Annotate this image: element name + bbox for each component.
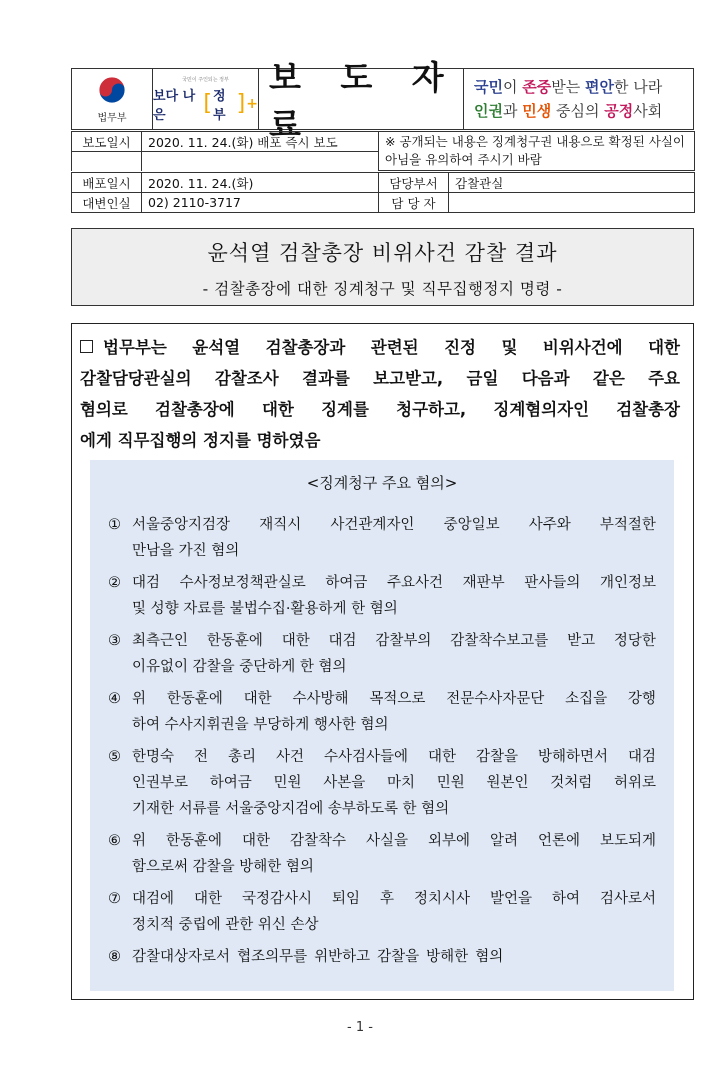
charge-word: 감찰착수 <box>289 833 346 849</box>
charge-word: 총리 <box>227 749 256 765</box>
lead-word: 징계를 <box>321 400 369 419</box>
government-slogan-logo <box>153 69 259 129</box>
charge-word: 대한 <box>427 749 456 765</box>
dist-date-label: 배포일시 <box>72 173 142 193</box>
charge-word: 전 <box>194 749 209 765</box>
blank-cell <box>142 152 379 171</box>
charge-word: 정치시사 <box>413 891 470 907</box>
charge-word: 사실을 <box>365 833 408 849</box>
lead-word: 윤석열 <box>192 338 241 357</box>
doc-type-title: 보 도 자 료 <box>259 69 464 129</box>
charge-word: 감찰대상자로서 <box>132 949 231 965</box>
charge-text <box>132 628 656 654</box>
spokes-label: 대변인실 <box>72 193 142 213</box>
charge-word: 검사로서 <box>599 891 656 907</box>
charge-word: 대한 <box>281 633 310 649</box>
lead-line-1-row <box>80 332 680 363</box>
charge-word: 사본을 <box>323 775 366 791</box>
charge-word: 위 <box>132 833 147 849</box>
lead-word: 비위사건에 <box>542 338 623 357</box>
charge-text <box>132 744 656 770</box>
charge-line <box>108 828 656 854</box>
charge-text <box>132 886 656 912</box>
charge-word: 감찰을 <box>475 749 518 765</box>
charge-word: 대검 <box>328 633 357 649</box>
charge-item <box>108 944 656 970</box>
lead-word: 주요 <box>648 369 680 388</box>
charge-word: 대검에 <box>132 891 175 907</box>
charge-word: 위반하고 <box>314 949 371 965</box>
lead-word: 같은 <box>592 369 625 388</box>
charge-word: 대한 <box>241 833 270 849</box>
charge-line: 기재한 서류를 서울중앙지검에 송부하도록 한 혐의 <box>132 801 450 817</box>
headline-box <box>71 228 694 306</box>
charge-word: 목적으로 <box>369 691 426 707</box>
checkbox-bullet-icon <box>80 340 93 353</box>
charge-word: 받고 <box>567 633 596 649</box>
slogan-tiny-text: 국민이 주인되는 정부 <box>182 76 229 83</box>
charge-word: 국정감사시 <box>241 891 313 907</box>
lead-line-1 <box>103 332 680 363</box>
charge-number: ⑧ <box>108 949 121 965</box>
charge-word: 혐의 <box>475 949 504 965</box>
charge-word: 외부에 <box>427 833 470 849</box>
charge-line <box>108 944 656 970</box>
charge-word: 정당한 <box>613 633 656 649</box>
charge-number: ① <box>108 517 121 533</box>
charge-word: 인권부로 <box>132 775 189 791</box>
lead-word: 진정 <box>444 338 476 357</box>
charge-word: 하여 <box>551 891 580 907</box>
lead-word: 검찰총장에 <box>155 400 235 419</box>
spokes-value: 02) 2110-3717 <box>142 193 379 213</box>
motto-segment: 공정 <box>604 102 634 120</box>
charge-text <box>132 570 656 596</box>
charge-word: 한동훈에 <box>206 633 263 649</box>
report-date-label: 보도일시 <box>72 132 142 152</box>
charge-word: 민원 <box>436 775 465 791</box>
lead-word: 검찰총장 <box>616 400 680 419</box>
charge-word: 감찰을 <box>377 949 420 965</box>
slogan-word: 정부 <box>213 88 226 123</box>
charge-word: 한명숙 <box>132 749 175 765</box>
charge-word: 퇴임 <box>332 891 361 907</box>
charge-word: 위 <box>132 691 147 707</box>
charge-text <box>132 686 656 712</box>
slogan-main-text <box>153 85 258 123</box>
charge-item <box>108 744 656 822</box>
motto-segment: 편안 <box>584 78 614 96</box>
charge-line: 만남을 가진 혐의 <box>132 543 240 559</box>
motto-line-1 <box>474 75 693 99</box>
lead-word: 및 <box>501 338 518 357</box>
dept-value: 감찰관실 <box>449 173 695 193</box>
charge-word: 수사검사들에 <box>323 749 408 765</box>
charge-word: 민원 <box>273 775 302 791</box>
charge-word: 개인정보 <box>599 575 656 591</box>
charge-word: 보도되게 <box>599 833 656 849</box>
charge-number: ⑦ <box>108 891 121 907</box>
release-info-table <box>71 131 695 171</box>
lead-word: 결과를 <box>302 369 350 388</box>
charge-item <box>108 512 656 564</box>
charge-line: 하여 수사지휘권을 부당하게 행사한 혐의 <box>132 717 389 733</box>
charges-heading: <징계청구 주요 혐의> <box>306 474 458 492</box>
charge-line: 정치적 중립에 관한 위신 손상 <box>132 917 319 933</box>
charge-number: ② <box>108 575 121 591</box>
charge-word: 발언을 <box>489 891 532 907</box>
charge-word: 방해한 <box>426 949 469 965</box>
ministry-logo <box>72 69 153 129</box>
charge-line: 함으로써 감찰을 방해한 혐의 <box>132 859 314 875</box>
lead-line-2 <box>80 363 680 394</box>
report-date-value: 2020. 11. 24.(화) 배포 즉시 보도 <box>142 132 379 152</box>
charge-word: 알려 <box>489 833 518 849</box>
ministry-label: 법무부 <box>97 112 127 124</box>
charge-word: 대검 <box>627 749 656 765</box>
charge-word: 언론에 <box>537 833 580 849</box>
lead-word: 감찰조사 <box>214 369 279 388</box>
lead-word: 다음과 <box>521 369 570 388</box>
officer-label: 담 당 자 <box>379 193 449 213</box>
charge-line <box>108 512 656 538</box>
motto-segment: 사회 <box>633 102 663 120</box>
charge-word: 원본인 <box>486 775 529 791</box>
motto-segment: 인권 <box>474 102 503 120</box>
charge-word: 판사들의 <box>524 575 581 591</box>
charge-word: 수사방해 <box>292 691 349 707</box>
dept-label: 담당부서 <box>379 173 449 193</box>
charge-word: 후 <box>379 891 394 907</box>
charge-word: 하여금 <box>325 575 368 591</box>
charge-line <box>108 570 656 596</box>
charge-word: 대한 <box>194 891 223 907</box>
charge-word: 서울중앙지검장 <box>132 517 231 533</box>
charge-number: ④ <box>108 691 121 707</box>
officer-value <box>449 193 695 213</box>
motto-segment: 존중 <box>522 78 552 96</box>
charge-line <box>108 686 656 712</box>
charge-number: ⑥ <box>108 833 121 849</box>
charge-item <box>108 628 656 680</box>
motto-segment: 국민 <box>474 78 503 96</box>
lead-word: 혐의로 <box>80 400 128 419</box>
charge-word: 주요사건 <box>386 575 444 591</box>
charge-word: 최측근인 <box>132 633 189 649</box>
lead-word: 보고받고, <box>373 369 444 388</box>
charge-line <box>108 770 656 796</box>
charge-word: 소집을 <box>565 691 608 707</box>
charge-word: 협조의무를 <box>237 949 308 965</box>
lead-line-3 <box>80 394 680 425</box>
charge-word: 중앙일보 <box>443 517 500 533</box>
lead-word: 금일 <box>466 369 499 388</box>
charge-item <box>108 686 656 738</box>
charge-text <box>132 828 656 854</box>
charge-word: 대한 <box>243 691 272 707</box>
charge-word: 대검 <box>132 575 161 591</box>
charge-word: 감찰부의 <box>375 633 432 649</box>
charge-number: ③ <box>108 633 121 649</box>
bracket-open-icon: [ <box>203 91 212 116</box>
charge-word: 것처럼 <box>550 775 593 791</box>
charge-word: 방해하면서 <box>537 749 608 765</box>
charge-number: ⑤ <box>108 749 121 765</box>
lead-word: 대한 <box>261 400 294 419</box>
charge-word: 사건관계자인 <box>330 517 415 533</box>
lead-word: 관련된 <box>370 338 419 357</box>
charge-word: 재직시 <box>259 517 302 533</box>
charge-line <box>108 744 656 770</box>
charges-panel <box>90 460 674 991</box>
lead-line-4: 에게 직무집행의 정지를 명하였음 <box>80 431 321 450</box>
lead-word: 청구하고, <box>396 400 467 419</box>
slogan-prefix: 보다 나은 <box>153 88 196 123</box>
lead-paragraph <box>80 332 680 456</box>
charge-word: 감찰착수보고를 <box>450 633 549 649</box>
charge-word: 한동훈에 <box>166 691 223 707</box>
charge-text <box>132 944 503 970</box>
charge-word: 강행 <box>627 691 656 707</box>
bracket-close-icon: ] <box>236 91 246 116</box>
charge-word: 수사정보정책관실로 <box>179 575 306 591</box>
headline-subtitle: - 검찰총장에 대한 징계청구 및 직무집행정지 명령 - <box>202 280 563 298</box>
motto-segment: 과 <box>502 102 523 120</box>
charge-word: 사주와 <box>528 517 571 533</box>
charge-word: 부적절한 <box>599 517 656 533</box>
motto-line-2 <box>474 99 693 123</box>
lead-word: 대한 <box>648 338 680 357</box>
motto-segment: 받는 <box>551 78 585 96</box>
lead-word: 검찰총장과 <box>265 338 346 357</box>
motto-segment: 한 나라 <box>613 78 663 96</box>
charge-line <box>108 886 656 912</box>
charge-word: 허위로 <box>613 775 656 791</box>
lead-word: 감찰담당관실의 <box>80 369 192 388</box>
page-number: - 1 - <box>347 1020 373 1035</box>
dist-date-value: 2020. 11. 24.(화) <box>142 173 379 193</box>
motto-segment: 민생 <box>522 102 552 120</box>
charge-word: 전문수사자문단 <box>446 691 545 707</box>
headline-title: 윤석열 검찰총장 비위사건 감찰 결과 <box>207 241 558 265</box>
charge-text <box>132 512 656 538</box>
slogan-plus: + <box>246 95 258 112</box>
charge-word: 마치 <box>386 775 415 791</box>
charge-word: 재판부 <box>462 575 505 591</box>
charge-item <box>108 886 656 938</box>
lead-word: 징계혐의자인 <box>493 400 590 419</box>
charge-item <box>108 828 656 880</box>
taegeuk-emblem-icon <box>97 75 127 105</box>
blank-cell <box>72 152 142 171</box>
charge-line: 이유없이 감찰을 중단하게 한 혐의 <box>132 659 347 675</box>
motto-segment: 중심의 <box>551 102 605 120</box>
charge-line <box>108 628 656 654</box>
lead-word: 법무부는 <box>103 338 167 357</box>
motto-segment: 이 <box>502 78 523 96</box>
body-content-box <box>71 323 694 1000</box>
charge-word: 한동훈에 <box>165 833 223 849</box>
charge-line: 및 성향 자료를 불법수집·활용하게 한 혐의 <box>132 601 398 617</box>
charge-word: 사건 <box>275 749 304 765</box>
government-motto <box>464 69 693 129</box>
release-contact-table <box>71 172 695 213</box>
charge-word: 하여금 <box>209 775 252 791</box>
disclosure-notice: ※ 공개되는 내용은 징계청구권 내용으로 확정된 사실이 아님을 유의하여 주시기 바람 <box>379 132 695 171</box>
charge-item <box>108 570 656 622</box>
